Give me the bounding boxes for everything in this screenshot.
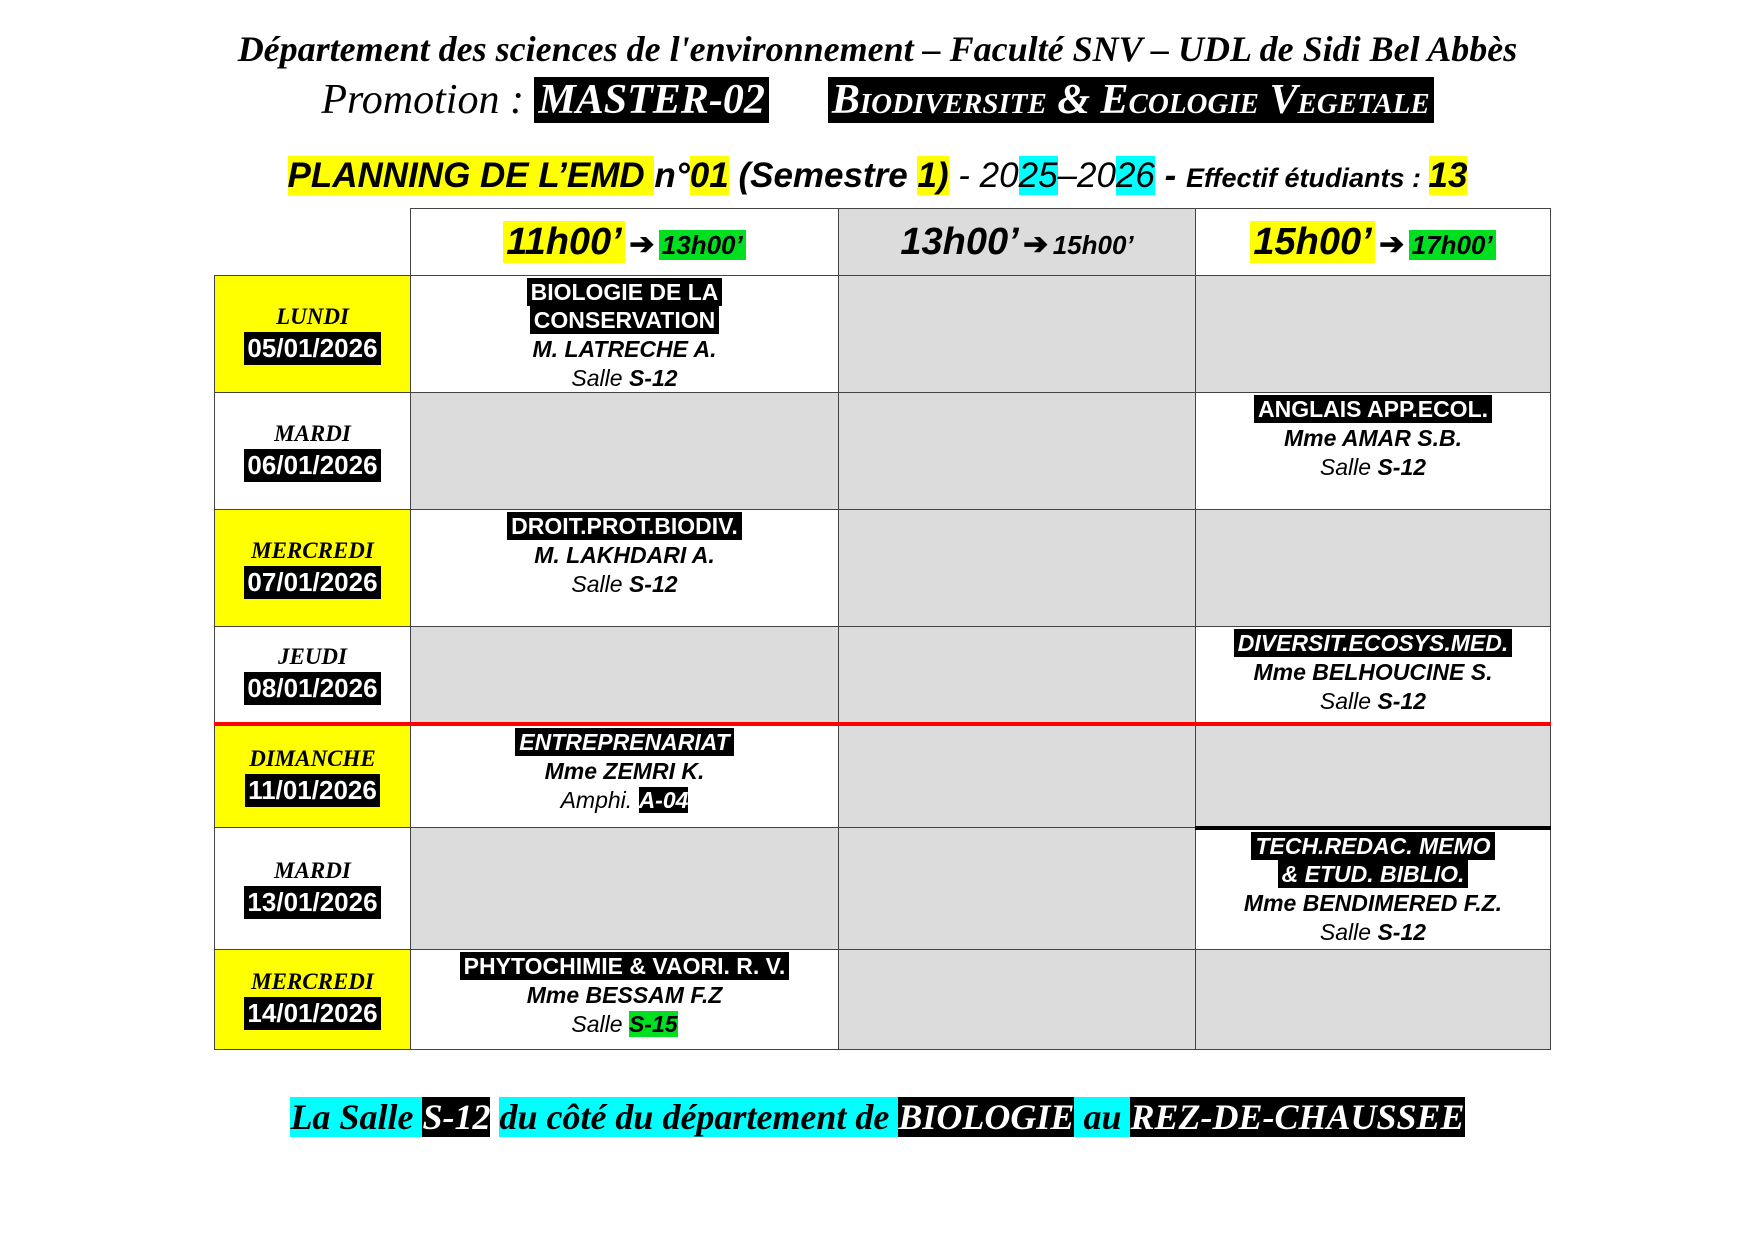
empty-cell [1196,510,1551,627]
table-row [215,950,1551,1050]
exam-cell [411,950,839,1050]
exam-teacher: M. LAKHDARI A. [534,542,715,568]
table-row [215,393,1551,510]
exam-schedule-table [214,208,1551,1050]
exam-name: ENTREPRENARIAT [515,728,733,756]
promotion-label: Promotion : [321,77,524,123]
exam-room: Salle S-12 [1319,454,1427,480]
year-start: 25 [1018,156,1058,195]
effectif-count: 13 [1428,156,1468,195]
corner-cell [215,209,411,276]
day-cell: MERCREDI 07/01/2026 [215,510,411,627]
table-row [215,724,1551,828]
exam-teacher: Mme ZEMRI K. [544,757,705,784]
exam-name: PHYTOCHIMIE & VAORI. R. V. [460,952,790,980]
day-cell: JEUDI 08/01/2026 [215,627,411,724]
time-slot-1: 11h00’ ➔ 13h00’ [411,209,839,276]
exam-cell [411,724,839,828]
empty-cell [411,393,839,510]
floor-badge: REZ-DE-CHAUSSEE [1130,1097,1465,1137]
exam-cell [1196,828,1551,950]
effectif-label: Effectif étudiants : [1186,163,1429,193]
exam-room: Salle S-12 [1319,688,1427,714]
exam-name: CONSERVATION [530,306,719,334]
exam-teacher: Mme BELHOUCINE S. [1253,659,1493,685]
exam-cell [1196,627,1551,724]
room-location-note: La Salle S-12 du côté du département de BIOLOGIE au REZ-DE-CHAUSSEE [290,1097,1465,1137]
table-row [215,627,1551,724]
empty-cell [839,950,1196,1050]
promotion-line [0,76,1755,124]
empty-cell [839,724,1196,828]
day-cell: MARDI 06/01/2026 [215,393,411,510]
exam-cell [411,276,839,393]
exam-teacher: Mme AMAR S.B. [1283,425,1463,451]
room-badge: S-12 [422,1097,491,1137]
arrow-icon: ➔ [1023,227,1049,261]
exam-teacher: Mme BESSAM F.Z [526,982,723,1008]
empty-cell [839,393,1196,510]
empty-cell [1196,276,1551,393]
exam-teacher: Mme BENDIMERED F.Z. [1243,889,1503,916]
table-row [215,510,1551,627]
empty-cell [839,828,1196,950]
empty-cell [839,510,1196,627]
exam-room: Salle S-12 [571,571,678,597]
empty-cell [839,276,1196,393]
semester-number: 1) [917,156,949,195]
exam-room: Salle S-12 [1319,918,1427,945]
exam-room: Salle S-12 [571,365,678,391]
exam-name: ANGLAIS APP.ECOL. [1254,395,1492,423]
exam-name: & ETUD. BIBLIO. [1278,860,1469,888]
emd-number: 01 [689,156,729,195]
exam-name: DIVERSIT.ECOSYS.MED. [1234,629,1513,657]
day-cell: MARDI 13/01/2026 [215,828,411,950]
day-cell: LUNDI 05/01/2026 [215,276,411,393]
time-slot-3: 15h00’ ➔ 17h00’ [1196,209,1551,276]
time-header-row [215,209,1551,276]
table-row [215,828,1551,950]
master-badge: MASTER-02 [534,77,768,123]
department-badge: BIOLOGIE [898,1097,1075,1137]
department-header: Département des sciences de l'environnement – Faculté SNV – UDL de Sidi Bel Abbès [237,29,1518,69]
empty-cell [411,828,839,950]
exam-room: Salle S-15 [571,1011,678,1037]
exam-name: TECH.REDAC. MEMO [1251,832,1494,860]
exam-name: BIOLOGIE DE LA [527,278,723,306]
planning-title: PLANNING DE L’EMD n°01 (Semestre 1) - 2025–2026 - Effectif étudiants : 13 [287,156,1468,195]
day-cell: DIMANCHE 11/01/2026 [215,724,411,828]
table-row [215,276,1551,393]
specialty-badge: Biodiversite & Ecologie Vegetale [828,77,1434,123]
exam-teacher: M. LATRECHE A. [532,336,717,362]
time-slot-2: 13h00’ ➔ 15h00’ [839,209,1196,276]
exam-room: Amphi. A-04 [560,786,689,813]
exam-cell [1196,393,1551,510]
year-end: 26 [1115,156,1155,195]
arrow-icon: ➔ [1379,227,1405,261]
empty-cell [839,627,1196,724]
arrow-icon: ➔ [629,227,655,261]
empty-cell [1196,950,1551,1050]
planning-label: PLANNING DE L’EMD [287,156,655,195]
exam-name: DROIT.PROT.BIODIV. [507,512,742,540]
empty-cell [1196,724,1551,828]
exam-cell [411,510,839,627]
day-cell: MERCREDI 14/01/2026 [215,950,411,1050]
empty-cell [411,627,839,724]
